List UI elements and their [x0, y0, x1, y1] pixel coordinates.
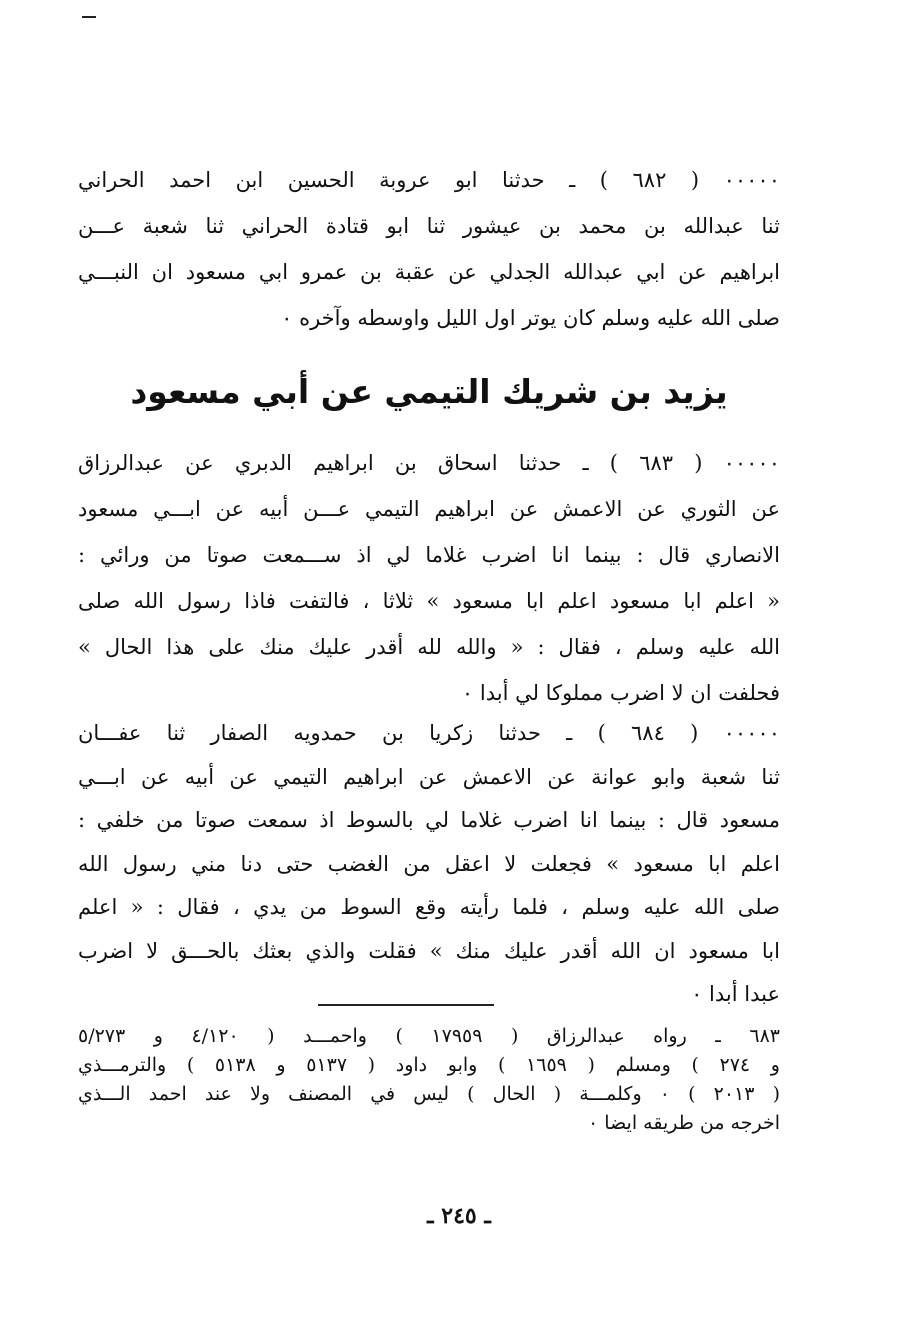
hadith-683-paragraph	[78, 440, 780, 716]
text-line: ٠٠٠٠٠ ( ٦٨٤ ) ـ حدثنا زكريا بن حمدويه الصفار ثنا عفـــان	[78, 721, 780, 745]
text-line: مسعود قال : بينما انا اضرب غلاما لي بالسوط اذ سمعت صوتا من خلفي :	[78, 808, 780, 832]
text-line: ثنا شعبة وابو عوانة عن الاعمش عن ابراهيم التيمي عن أبيه عن ابـــي	[78, 764, 780, 789]
section-heading: يزيد بن شريك التيمي عن أبي مسعود	[130, 372, 728, 411]
text-line: ٠٠٠٠٠ ( ٦٨٢ ) ـ حدثنا ابو عروبة الحسين ابن احمد الحراني	[78, 168, 780, 192]
text-line: عبدا أبدا ٠	[691, 982, 780, 1006]
text-line: الانصاري قال : بينما انا اضرب غلاما لي اذ ســـمعت صوتا من ورائي :	[78, 543, 780, 567]
text-line: فحلفت ان لا اضرب مملوكا لي أبدا ٠	[461, 681, 780, 705]
text-line: عن الثوري عن الاعمش عن ابراهيم التيمي عـــن أبيه عن ابـــي مسعود	[78, 497, 780, 521]
text-line: صلى الله عليه وسلم كان يوتر اول الليل واوسطه وآخره ٠	[281, 306, 780, 330]
footnote-line: و ٢٧٤ ) ومسلم ( ١٦٥٩ ) وابو داود ( ٥١٣٧ و ٥١٣٨ ) والترمـــذي	[78, 1054, 780, 1076]
text-line: ٠٠٠٠٠ ( ٦٨٣ ) ـ حدثنا اسحاق بن ابراهيم الدبري عن عبدالرزاق	[78, 451, 780, 475]
footnote-line: ( ٢٠١٣ ) ٠ وكلمـــة ( الحال ) ليس في المصنف ولا عند احمد الـــذي	[78, 1083, 780, 1105]
text-line: صلى الله عليه وسلم ، فلما رأيته وقع السوط من يدي ، فقال : « اعلم	[78, 895, 780, 919]
page-number: ـ ٢٤٥ ـ	[427, 1203, 491, 1229]
text-line: اعلم ابا مسعود » فجعلت لا اعقل من الغضب حتى دنا مني رسول الله	[78, 851, 780, 876]
text-line: ابا مسعود ان الله أقدر عليك منك » فقلت والذي بعثك بالحـــق لا اضرب	[78, 938, 780, 963]
footnote-line: اخرجه من طريقه ايضا ٠	[588, 1112, 780, 1134]
text-line: ابراهيم عن ابي عبدالله الجدلي عن عقبة بن عمرو ابي مسعود ان النبـــي	[78, 260, 780, 284]
text-line: « اعلم ابا مسعود اعلم ابا مسعود » ثلاثا ، فالتفت فاذا رسول الله صلى	[78, 589, 780, 613]
corner-mark	[82, 16, 96, 18]
hadith-682-paragraph	[78, 157, 780, 341]
footnote	[78, 1022, 780, 1138]
hadith-684-paragraph	[78, 712, 780, 1017]
footnote-line: ٦٨٣ ـ رواه عبدالرزاق ( ١٧٩٥٩ ) واحمـــد ( ٤/١٢٠ و ٥/٢٧٣	[78, 1025, 780, 1047]
text-line: الله عليه وسلم ، فقال : « والله لله أقدر عليك منك على هذا الحال »	[78, 635, 780, 659]
footnote-divider	[318, 1004, 494, 1006]
text-line: ثنا عبدالله بن محمد بن عيشور ثنا ابو قتادة الحراني ثنا شعبة عـــن	[78, 214, 780, 238]
